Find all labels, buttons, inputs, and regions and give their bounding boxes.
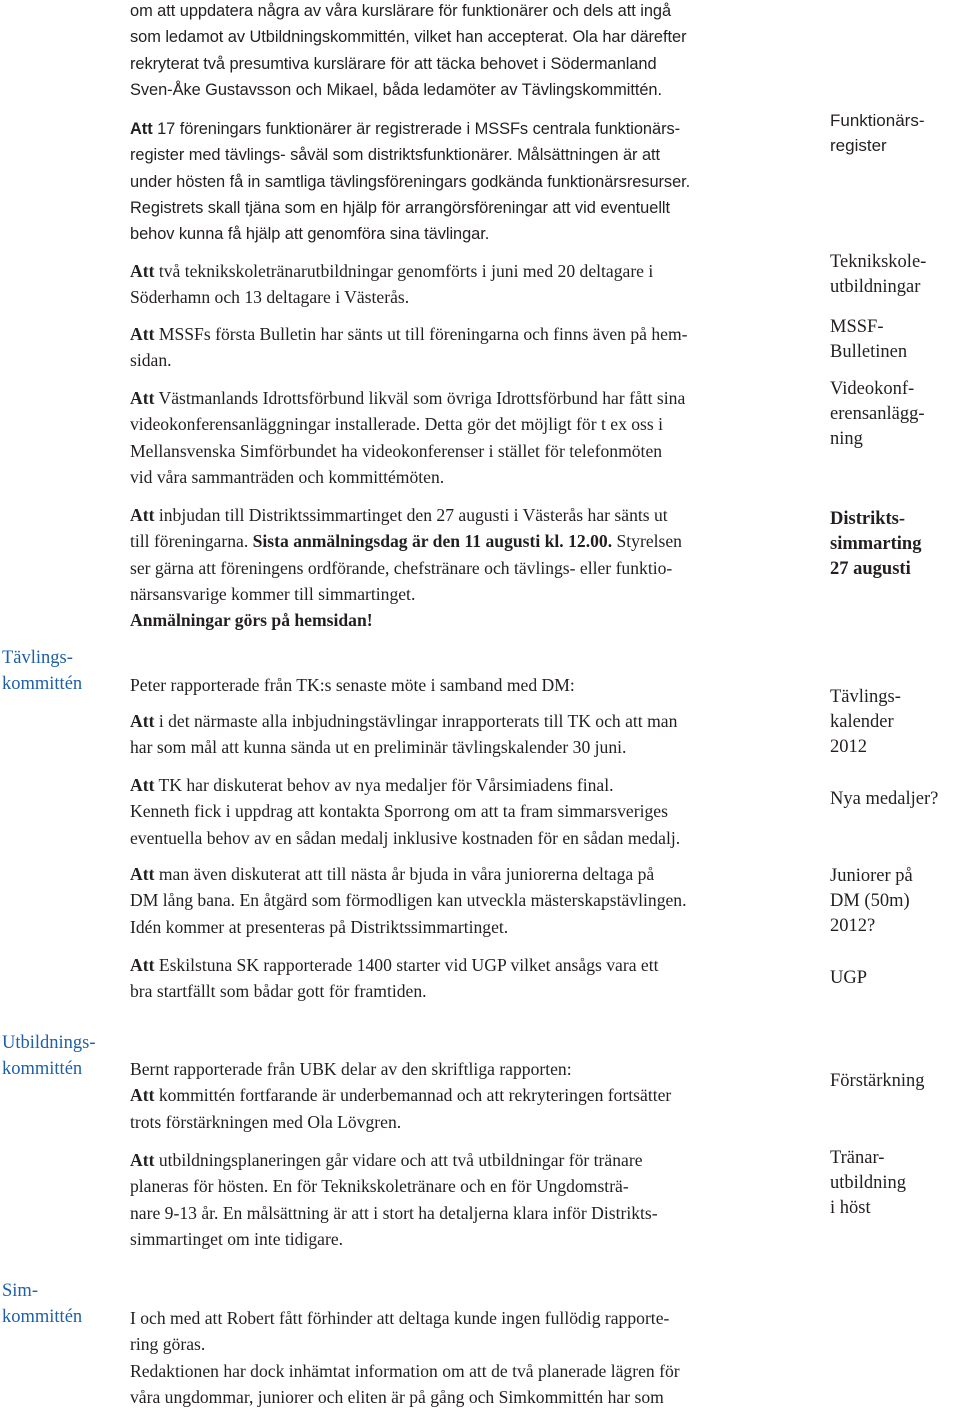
- att-keyword: Att: [130, 864, 155, 884]
- text-line: trots förstärkningen med Ola Lövgren.: [130, 1111, 402, 1132]
- sim-paragraph: [130, 1305, 820, 1410]
- text-line: utbildningsplaneringen går vidare och att två utbildningar för tränare: [154, 1150, 643, 1170]
- text-line: behov kunna få hjälp att genomföra sina tävlingar.: [130, 225, 490, 244]
- text-line: register med tävlings- såväl som distriktsfunktionärer. Målsättningen är att: [130, 146, 661, 165]
- text-line: DM lång bana. En åtgärd som förmodligen kan utveckla mästerskapstävlingen.: [130, 890, 687, 911]
- text-line: ser gärna att föreningens ordförande, chefstränare och tävlings- eller funktio-: [130, 557, 673, 578]
- text-line: simmartinget om inte tidigare.: [130, 1228, 344, 1249]
- text-line: MSSFs första Bulletin har sänts ut till föreningarna och finns även på hem-: [154, 324, 688, 344]
- distriktssimmarting-paragraph: [130, 502, 820, 633]
- text-line: Västmanlands Idrottsförbund likväl som övriga Idrottsförbund har fått sina: [154, 388, 686, 408]
- text-line: om att uppdatera några av våra kurslärare för funktionärer och dels att ingå: [130, 2, 672, 20]
- bulletin-paragraph: [130, 321, 820, 374]
- att-keyword: Att: [130, 1085, 155, 1106]
- section-heading-tavlingskommitten: Tävlings- kommittén: [2, 648, 83, 694]
- text-line: Bernt rapporterade från UBK delar av den skriftliga rapporten:: [130, 1059, 572, 1079]
- text-line: två teknikskoletränarutbildningar genomförts i juni med 20 deltagare i: [154, 261, 654, 281]
- text-line: TK har diskuterat behov av nya medaljer för Vårsimiadens final.: [154, 775, 614, 795]
- text-line: I och med att Robert fått förhinder att deltaga kunde ingen fullödig rapporte-: [130, 1308, 670, 1328]
- att-keyword: Att: [130, 120, 153, 138]
- text-line: ring göras.: [130, 1334, 206, 1355]
- tk-kalender-paragraph: [130, 708, 820, 761]
- margin-note-forstarkning: Förstärkning: [830, 1071, 925, 1091]
- text-line: Peter rapporterade från TK:s senaste möte i samband med DM:: [130, 675, 575, 695]
- text-line: Mellansvenska Simförbundet ha videokonferenser i stället för telefonmöten: [130, 440, 663, 461]
- margin-note-videokonferens: Videokonf- erensanlägg- ning: [830, 379, 925, 449]
- registration-note: Anmälningar görs på hemsidan!: [130, 610, 373, 631]
- att-keyword: Att: [130, 388, 155, 408]
- text-line: närsansvarige kommer till simmartinget.: [130, 583, 416, 604]
- att-keyword: Att: [130, 711, 155, 731]
- text-line: rekryterat två presumtiva kurslärare för att täcka behovet i Södermanland: [130, 54, 657, 73]
- text-line: nare 9-13 år. En målsättning är att i stort ha detaljerna klara inför Distrikts-: [130, 1202, 658, 1223]
- tk-medaljer-paragraph: [130, 772, 820, 851]
- margin-note-tavlingskalender: Tävlings- kalender 2012: [830, 687, 901, 757]
- deadline-text: Sista anmälningsdag är den 11 augusti kl. 12.00.: [252, 531, 613, 552]
- text-line: 17 föreningars funktionärer är registrerade i MSSFs centrala funktionärs-: [152, 120, 681, 138]
- text-line: till föreningarna.: [130, 531, 253, 552]
- tk-juniorer-paragraph: [130, 861, 820, 940]
- text-line: Idén kommer at presenteras på Distriktssimmartinget.: [130, 916, 509, 937]
- section-heading-utbildningskommitten: Utbildnings- kommittén: [2, 1033, 96, 1079]
- text-line: videokonferensanläggningar installerade. Detta gör det möjligt för t ex oss i: [130, 414, 664, 435]
- margin-note-funktionarsregister: Funktionärs- register: [830, 111, 925, 155]
- text-line: eventuella behov av en sådan medalj inklusive kostnaden för en sådan medalj.: [130, 827, 681, 848]
- margin-note-juniorer: Juniorer på DM (50m) 2012?: [830, 866, 913, 936]
- text-line: har som mål att kunna sända ut en preliminär tävlingskalender 30 juni.: [130, 737, 627, 758]
- text-line: i det närmaste alla inbjudningstävlingar inrapporterats till TK och att man: [154, 711, 678, 731]
- att-keyword: Att: [130, 1150, 155, 1170]
- section-heading-simkommitten: Sim- kommittén: [2, 1281, 83, 1327]
- margin-note-teknikskoleutbildningar: Teknikskole- utbildningar: [830, 252, 927, 297]
- text-line: Eskilstuna SK rapporterade 1400 starter vid UGP vilket ansågs vara ett: [154, 955, 659, 975]
- margin-note-nya-medaljer: Nya medaljer?: [830, 789, 939, 809]
- margin-note-mssf-bulletinen: MSSF- Bulletinen: [830, 317, 908, 362]
- att-keyword: Att: [130, 955, 155, 975]
- text-line: bra startfällt som bådar gott för framtiden.: [130, 981, 427, 1002]
- ubk-paragraph: [130, 1056, 820, 1135]
- text-line: Styrelsen: [612, 531, 682, 552]
- text-line: under hösten få in samtliga tävlingsföreningars godkända funktionärsresurser.: [130, 172, 691, 191]
- text-line: som ledamot av Utbildningskommittén, vilket han accepterat. Ola har därefter: [130, 28, 687, 47]
- text-line: planeras för hösten. En för Teknikskoletränare och en för Ungdomsträ-: [130, 1176, 629, 1197]
- ubk-planering-paragraph: [130, 1147, 820, 1252]
- text-line: Redaktionen har dock inhämtat information om att de två planerade lägren för: [130, 1360, 680, 1381]
- margin-note-tranarutbildning: Tränar- utbildning i höst: [830, 1148, 907, 1218]
- margin-note-ugp: UGP: [830, 968, 868, 988]
- text-line: vid våra sammanträden och kommittémöten.: [130, 466, 445, 487]
- text-line: man även diskuterat att till nästa år bjuda in våra juniorerna deltaga på: [154, 864, 655, 884]
- att-keyword: Att: [130, 775, 155, 795]
- text-line: sidan.: [130, 350, 172, 371]
- funktionarsregister-paragraph: [130, 116, 820, 247]
- teknikskole-paragraph: [130, 258, 820, 311]
- att-keyword: Att: [130, 505, 155, 525]
- intro-paragraph: [130, 0, 820, 103]
- text-line: Sven-Åke Gustavsson och Mikael, båda ledamöter av Tävlingskommittén.: [130, 80, 662, 99]
- margin-note-distriktssimmarting: Distrikts- simmarting 27 augusti: [830, 509, 922, 579]
- text-line: Registrets skall tjäna som en hjälp för arrangörsföreningar att vid eventuellt: [130, 198, 671, 217]
- text-line: våra ungdommar, juniorer och eliten är på gång och Simkommittén har som: [130, 1386, 664, 1407]
- videokonferens-paragraph: [130, 385, 820, 490]
- att-keyword: Att: [130, 261, 155, 281]
- att-keyword: Att: [130, 324, 155, 344]
- text-line: Söderhamn och 13 deltagare i Västerås.: [130, 287, 410, 308]
- tk-intro: [130, 672, 820, 698]
- tk-ugp-paragraph: [130, 952, 820, 1005]
- text-line: kommittén fortfarande är underbemannad och att rekryteringen fortsätter: [154, 1085, 672, 1106]
- text-line: Kenneth fick i uppdrag att kontakta Sporrong om att ta fram simmarsveriges: [130, 801, 668, 822]
- text-line: inbjudan till Distriktssimmartinget den 27 augusti i Västerås har sänts ut: [154, 505, 668, 525]
